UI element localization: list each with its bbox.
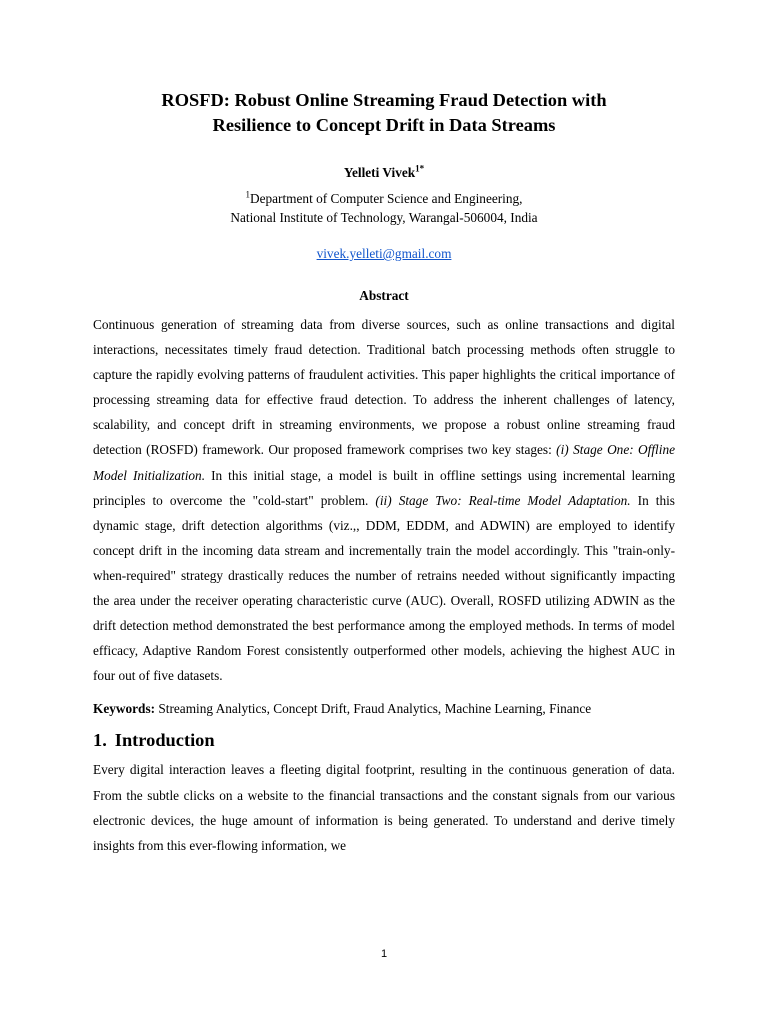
author-name: Yelleti Vivek — [343, 165, 416, 180]
title-line-1: ROSFD: Robust Online Streaming Fraud Detection with — [161, 90, 607, 110]
introduction-text: Every digital interaction leaves a fleeting digital footprint, resulting in the continuous generation of data. From the subtle clicks on a website to the financial transactions and the constant signals from our various electronic devices, the huge amount of information is being generated. To understand and derive timely insights from this ever-flowing information, we — [93, 762, 675, 854]
abstract-part-3: In this dynamic stage, drift detection algorithms (viz.,, DDM, EDDM, and ADWIN) are employed to identify concept drift in the incoming data stream and incrementally train the model accordingly. This "train-only-when-required" strategy drastically reduces the number of retrains needed without significantly impacting the area under the receiver operating characteristic curve (AUC). Overall, ROSFD utilizing ADWIN as the drift detection method demonstrated the best performance among the employed methods. In terms of model efficacy, Adaptive Random Forest consistently outperformed other models, achieving the highest AUC in four out of five datasets. — [93, 492, 675, 684]
keywords-line — [93, 700, 675, 718]
page-number: 1 — [380, 948, 388, 960]
section-title: Introduction — [114, 730, 215, 751]
email-block — [93, 245, 675, 263]
abstract-part-1: Continuous generation of streaming data from diverse sources, such as online transactions and digital interactions, necessitates timely fraud detection. Traditional batch processing methods often struggle to capture the rapidly evolving patterns of fraudulent activities. This paper highlights the critical importance of processing streaming data for effective fraud detection. To address the inherent challenges of latency, scalability, and concept drift in streaming environments, we propose a robust online streaming fraud detection (ROSFD) framework. Our proposed framework comprises two key stages: — [93, 317, 675, 458]
section-heading-introduction — [93, 728, 675, 752]
affiliation-block — [93, 189, 675, 227]
author-marker: 1* — [415, 163, 425, 174]
abstract-text — [93, 312, 675, 688]
affiliation-marker: 1 — [245, 189, 250, 200]
abstract-heading: Abstract — [359, 288, 409, 303]
author-block — [93, 164, 675, 182]
abstract-stage-one: (i) Stage One: Offline Model Initialization. — [93, 442, 675, 483]
affiliation-line-1-text: Department of Computer Science and Engineering, — [250, 191, 523, 206]
section-number: 1. — [93, 730, 107, 751]
keywords-text: Streaming Analytics, Concept Drift, Fraud Analytics, Machine Learning, Finance — [158, 701, 592, 717]
abstract-stage-two: (ii) Stage Two: Real-time Model Adaptation. — [375, 492, 631, 508]
abstract-part-2: In this initial stage, a model is built in offline settings using incremental learning principles to overcome the "cold-start" problem. — [93, 467, 676, 508]
paper-title — [93, 88, 675, 138]
email-link[interactable]: vivek.yelleti@gmail.com — [316, 246, 452, 261]
keywords-label: Keywords: — [93, 701, 156, 717]
affiliation-line-1 — [93, 189, 675, 208]
affiliation-line-2: National Institute of Technology, Warangal-506004, India — [230, 210, 538, 225]
title-line-2: Resilience to Concept Drift in Data Streams — [212, 115, 556, 135]
